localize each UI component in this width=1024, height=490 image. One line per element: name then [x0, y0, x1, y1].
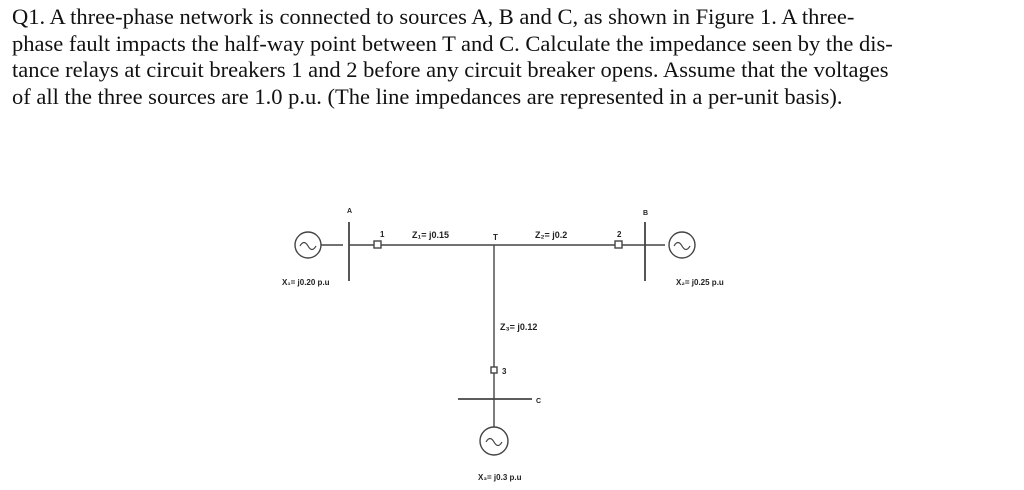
- source-a-reactance: X₁= j0.20 p.u: [282, 278, 330, 287]
- line-t-b-impedance: Z₂= j0.2: [535, 230, 568, 240]
- breaker-2-label: 2: [617, 230, 622, 239]
- breaker-3: [491, 367, 497, 373]
- node-t-label: T: [493, 233, 498, 242]
- line-a-t-impedance: Z₁= j0.15: [412, 230, 449, 240]
- breaker-3-label: 3: [502, 367, 507, 376]
- breaker-1-label: 1: [380, 230, 385, 239]
- bus-b-label: B: [643, 210, 649, 217]
- question-line-3: tance relays at circuit breakers 1 and 2 before any circuit breaker opens. Assume that the voltages: [12, 57, 889, 82]
- question-line-2: phase fault impacts the half-way point between T and C. Calculate the impedance seen by the dis-: [12, 30, 893, 56]
- question-line-4: of all the three sources are 1.0 p.u. (The line impedances are represented in a per-unit basis).: [12, 83, 843, 109]
- breaker-1: [374, 241, 381, 248]
- source-c-reactance: X₃= j0.3 p.u: [478, 473, 522, 482]
- breaker-2: [615, 241, 622, 248]
- bus-c-label: C: [536, 398, 542, 405]
- line-t-c-impedance: Z₃= j0.12: [500, 322, 538, 332]
- bus-a-label: A: [347, 208, 353, 215]
- question-line-1: Q1. A three-phase network is connected to sources A, B and C, as shown in Figure 1. A three-: [12, 4, 855, 29]
- source-b-reactance: X₂= j0.25 p.u: [676, 278, 724, 287]
